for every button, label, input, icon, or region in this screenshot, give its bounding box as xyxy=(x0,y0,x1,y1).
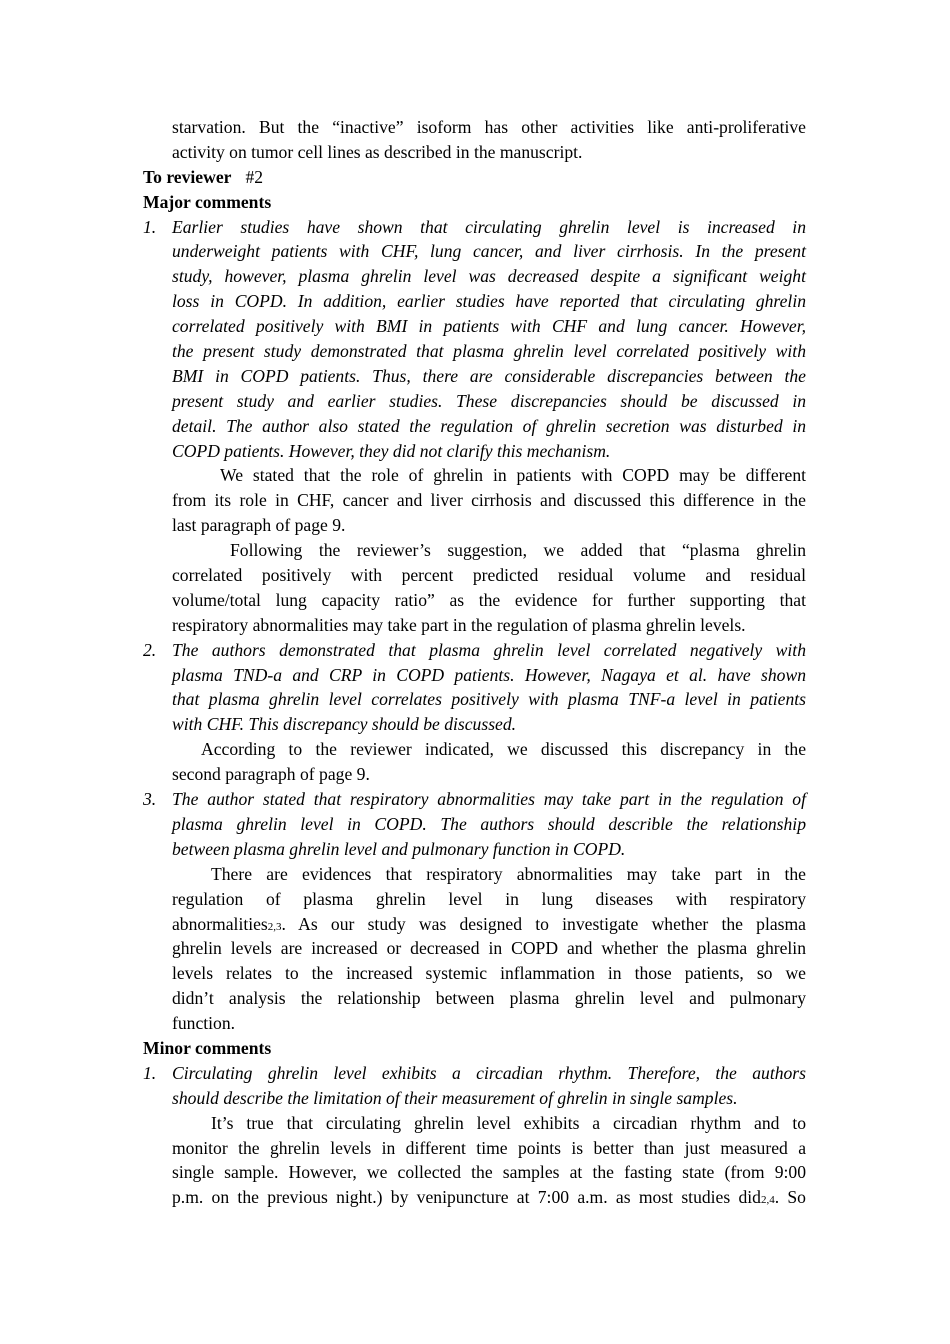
line-text: COPD patients. However, they did not clarify this mechanism. xyxy=(172,440,611,461)
line-text: last paragraph of page 9. xyxy=(172,515,346,536)
line-text: activity on tumor cell lines as described in the manuscript. xyxy=(172,141,583,162)
section-heading xyxy=(143,190,806,215)
comment-line xyxy=(143,837,806,862)
line-text: between plasma ghrelin level and pulmonary function in COPD. xyxy=(172,838,626,859)
line-text: single sample. However, we collected the samples at the fasting state (from 9:00 xyxy=(172,1162,806,1183)
response-line xyxy=(143,1185,806,1210)
line-text: detail. The author also stated the regulation of ghrelin secretion was disturbed in xyxy=(172,415,806,436)
line-text: volume/total lung capacity ratio” as the evidence for further supporting that xyxy=(172,589,806,610)
line-text: plasma TND-a and CRP in COPD patients. However, Nagaya et al. have shown xyxy=(172,664,806,685)
comment-line xyxy=(143,812,806,837)
line-text: plasma ghrelin level in COPD. The authors should describle the relationship xyxy=(172,813,806,834)
comment-line xyxy=(143,638,806,663)
text-segment: p.m. on the previous night.) by venipuncture at 7:00 a.m. as most studies did xyxy=(172,1187,761,1208)
response-line xyxy=(143,563,806,588)
heading-text xyxy=(143,165,806,190)
line-text: regulation of plasma ghrelin level in lung diseases with respiratory xyxy=(172,888,806,909)
comment-number: 3. xyxy=(143,789,157,810)
line-text: correlated positively with BMI in patients with CHF and lung cancer. However, xyxy=(172,316,806,337)
line-text: second paragraph of page 9. xyxy=(172,764,370,785)
response-line xyxy=(143,762,806,787)
response-line xyxy=(143,463,806,488)
line-text: starvation. But the “inactive” isoform has other activities like anti-proliferative xyxy=(172,117,806,137)
line-text xyxy=(172,912,806,940)
line-text: the present study demonstrated that plasma ghrelin level correlated positively with xyxy=(172,341,806,362)
comment-number: 1. xyxy=(143,1062,157,1083)
line-text: BMI in COPD patients. Thus, there are considerable discrepancies between the xyxy=(172,365,806,386)
document-page xyxy=(143,115,806,1210)
line-text: that plasma ghrelin level correlates positively with plasma TNF-a level in patients xyxy=(172,689,806,710)
line-text: function. xyxy=(172,1013,236,1034)
comment-line xyxy=(143,1086,806,1111)
comment-line xyxy=(143,215,806,240)
response-line xyxy=(143,986,806,1011)
comment-line xyxy=(143,414,806,439)
line-text: monitor the ghrelin levels in different time points is better than just measured a xyxy=(172,1137,806,1158)
heading-text xyxy=(143,190,806,215)
line-text: correlated positively with percent predicted residual volume and residual xyxy=(172,565,806,586)
response-line xyxy=(143,737,806,762)
response-line xyxy=(143,140,806,165)
comment-line xyxy=(143,264,806,289)
line-text: respiratory abnormalities may take part in the regulation of plasma ghrelin levels. xyxy=(172,614,746,635)
comment-number: 1. xyxy=(143,216,157,237)
comment-line xyxy=(143,712,806,737)
comment-line xyxy=(143,787,806,812)
line-text: Earlier studies have shown that circulating ghrelin level is increased in xyxy=(172,216,806,237)
line-text: study, however, plasma ghrelin level was decreased despite a significant weight xyxy=(172,266,806,287)
line-text xyxy=(172,1185,806,1213)
response-line xyxy=(143,1136,806,1161)
line-text: According to the reviewer indicated, we discussed this discrepancy in the xyxy=(201,739,806,760)
response-line xyxy=(143,887,806,912)
comment-line xyxy=(143,663,806,688)
response-line xyxy=(143,862,806,887)
line-text: should describe the limitation of their measurement of ghrelin in single samples. xyxy=(172,1087,738,1108)
line-text: We stated that the role of ghrelin in patients with COPD may be different xyxy=(220,465,806,486)
response-line xyxy=(143,513,806,538)
line-text: There are evidences that respiratory abnormalities may take part in the xyxy=(211,863,806,884)
line-text: ghrelin levels are increased or decreased in COPD and whether the plasma ghrelin xyxy=(172,938,806,959)
comment-line xyxy=(143,364,806,389)
heading-label: Minor comments xyxy=(143,1037,272,1058)
heading-text xyxy=(143,1036,806,1061)
response-line xyxy=(143,1111,806,1136)
response-line xyxy=(143,115,806,140)
comment-line xyxy=(143,339,806,364)
comment-line xyxy=(143,439,806,464)
line-text: with CHF. This discrepancy should be discussed. xyxy=(172,714,517,735)
text-segment: . As our study was designed to investigate whether the plasma xyxy=(281,913,806,934)
comment-line xyxy=(143,314,806,339)
text-segment: abnormalities xyxy=(172,913,268,934)
line-text: The authors demonstrated that plasma ghrelin level correlated negatively with xyxy=(172,639,806,660)
response-line xyxy=(143,538,806,563)
line-text: underweight patients with CHF, lung cancer, and liver cirrhosis. In the present xyxy=(172,241,806,262)
line-text: levels relates to the increased systemic inflammation in those patients, so we xyxy=(172,963,806,984)
citation-superscript: 2,4 xyxy=(760,1194,775,1207)
response-line xyxy=(143,1011,806,1036)
heading-label: To reviewer xyxy=(143,166,232,187)
line-text: didn’t analysis the relationship between plasma ghrelin level and pulmonary xyxy=(172,988,806,1009)
heading-label: Major comments xyxy=(143,191,272,212)
line-text: The author stated that respiratory abnormalities may take part in the regulation of xyxy=(172,789,806,810)
response-line xyxy=(143,1160,806,1185)
line-text: Following the reviewer’s suggestion, we added that “plasma ghrelin xyxy=(230,540,806,561)
response-line xyxy=(143,961,806,986)
line-text: from its role in CHF, cancer and liver cirrhosis and discussed this difference in the xyxy=(172,490,806,511)
comment-line xyxy=(143,239,806,264)
heading-suffix: #2 xyxy=(245,166,264,187)
citation-superscript: 2,3 xyxy=(267,920,282,933)
comment-line xyxy=(143,289,806,314)
comment-number: 2. xyxy=(143,639,157,660)
response-line xyxy=(143,912,806,937)
response-line xyxy=(143,936,806,961)
line-text: It’s true that circulating ghrelin level exhibits a circadian rhythm and to xyxy=(211,1112,806,1133)
comment-line xyxy=(143,389,806,414)
comment-line xyxy=(143,687,806,712)
response-line xyxy=(143,488,806,513)
line-text: loss in COPD. In addition, earlier studies have reported that circulating ghrelin xyxy=(172,291,806,312)
response-line xyxy=(143,613,806,638)
section-heading xyxy=(143,165,806,190)
response-line xyxy=(143,588,806,613)
section-heading xyxy=(143,1036,806,1061)
comment-line xyxy=(143,1061,806,1086)
line-text: present study and earlier studies. These discrepancies should be discussed in xyxy=(172,390,806,411)
text-segment: . So xyxy=(774,1187,806,1208)
line-text: Circulating ghrelin level exhibits a circadian rhythm. Therefore, the authors xyxy=(172,1062,806,1083)
